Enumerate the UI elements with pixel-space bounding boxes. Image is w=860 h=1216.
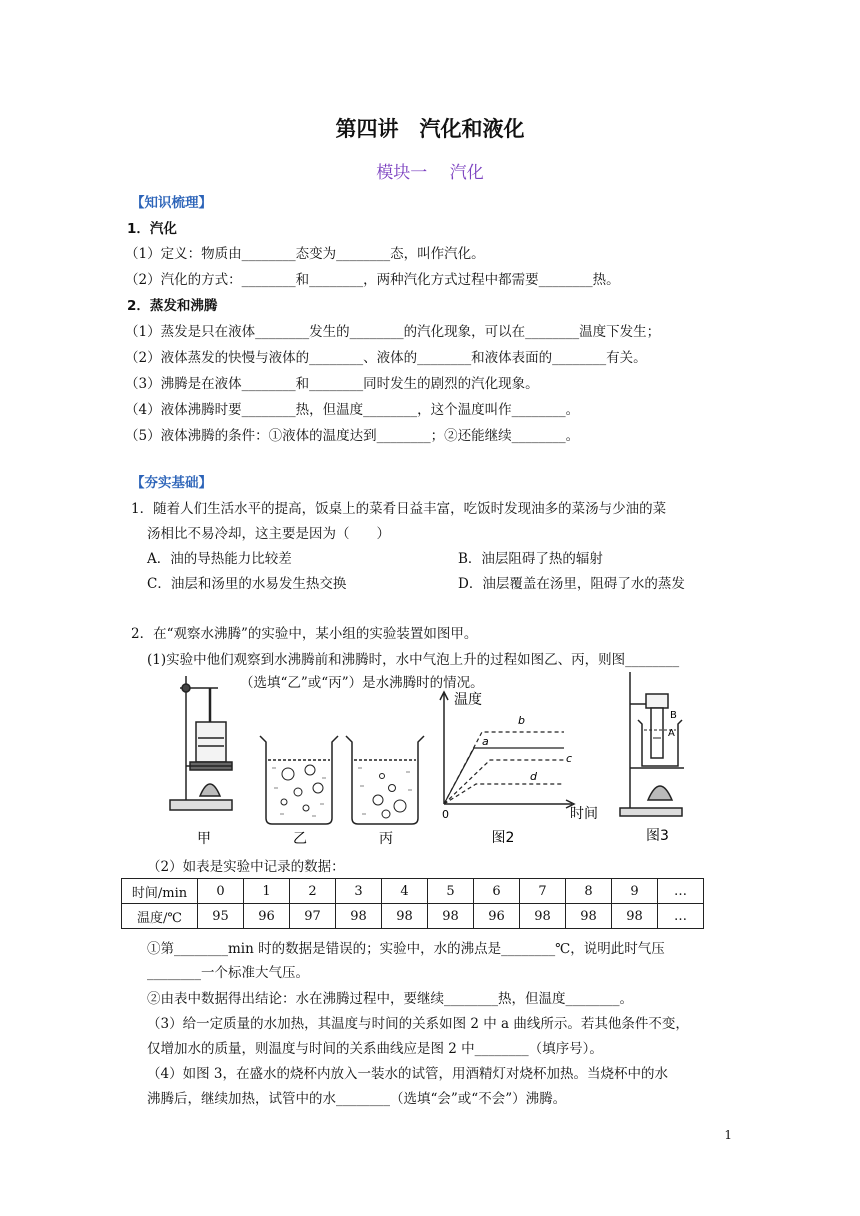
question-2-part-2: （2）如表是实验中记录的数据： <box>147 859 345 875</box>
knowledge-line: （3）沸腾是在液体________和________同时发生的剧烈的汽化现象。 <box>125 376 539 392</box>
label-b-marker: B <box>670 710 677 721</box>
table-cell: 97 <box>290 904 336 929</box>
table-cell: 0 <box>198 879 244 904</box>
question-2-part-1: （选填“乙”或“丙”）是水沸腾时的情况。 <box>240 675 484 691</box>
knowledge-line: （1）定义：物质由________态变为________态，叫作汽化。 <box>125 246 485 262</box>
option-c: C．油层和汤里的水易发生热交换 <box>147 576 347 592</box>
table-cell: 8 <box>566 879 612 904</box>
knowledge-line: （4）液体沸腾时要________热，但温度________，这个温度叫作________。 <box>125 402 580 418</box>
question-2-text: 2．在“观察水沸腾”的实验中，某小组的实验装置如图甲。 <box>131 626 478 642</box>
curve-b <box>444 732 564 804</box>
table-row-header: 时间/min <box>122 879 198 904</box>
table-cell: 6 <box>474 879 520 904</box>
table-cell: 3 <box>336 879 382 904</box>
figure-bing-label: 丙 <box>379 831 393 847</box>
figure-jia-apparatus <box>170 676 232 810</box>
question-1-text: 1．随着人们生活水平的提高，饭桌上的菜肴日益丰富，吃饭时发现油多的菜汤与少油的菜 <box>131 501 667 517</box>
table-row-time <box>122 879 704 904</box>
table-cell: 9 <box>612 879 658 904</box>
question-2-part-4: 沸腾后，继续加热，试管中的水________（选填“会”或“不会”）沸腾。 <box>147 1091 567 1107</box>
label-a-marker: A <box>668 728 675 739</box>
knowledge-line: （1）蒸发是只在液体________发生的________的汽化现象，可以在________温度下发生； <box>125 324 661 340</box>
table-cell: 98 <box>382 904 428 929</box>
option-d: D．油层覆盖在汤里，阻碍了水的蒸发 <box>458 576 685 592</box>
figure-bing-beaker <box>346 736 424 824</box>
section-basics-header: 【夯实基础】 <box>131 475 212 491</box>
curve-c <box>444 760 564 804</box>
table-cell: … <box>658 879 704 904</box>
question-2-part-3: 仅增加水的质量，则温度与时间的关系曲线应是图 2 中________（填序号）。 <box>147 1041 603 1057</box>
figure-3-label: 图3 <box>646 828 669 844</box>
curve-c-label: c <box>566 752 573 765</box>
table-cell: 96 <box>474 904 520 929</box>
table-cell: 4 <box>382 879 428 904</box>
question-2-part-2a: ①第________min 时的数据是错误的；实验中，水的沸点是________℃，说明此时气压 <box>147 941 665 957</box>
knowledge-line: （5）液体沸腾的条件：①液体的温度达到________；②还能继续________。 <box>125 428 580 444</box>
question-2-part-4: （4）如图 3，在盛水的烧杯内放入一装水的试管，用酒精灯对烧杯加热。当烧杯中的水 <box>147 1066 668 1082</box>
figure-2-graph <box>440 692 574 808</box>
table-row-temperature <box>122 904 704 929</box>
page-number: 1 <box>724 1128 732 1142</box>
figure-jia-label: 甲 <box>197 831 211 847</box>
x-axis-label: 时间 <box>570 806 598 822</box>
table-cell: 96 <box>244 904 290 929</box>
question-2-part-2a: ________一个标准大气压。 <box>147 965 309 981</box>
curve-b-label: b <box>518 714 525 727</box>
table-cell: 98 <box>428 904 474 929</box>
figure-2-label: 图2 <box>491 830 515 846</box>
question-2-part-1: (1)实验中他们观察到水沸腾前和沸腾时，水中气泡上升的过程如图乙、丙，则图________ <box>147 652 680 668</box>
curve-d-label: d <box>530 770 537 783</box>
curve-a-label: a <box>482 735 489 748</box>
origin-label: 0 <box>442 808 449 821</box>
table-cell: 98 <box>612 904 658 929</box>
table-row-header: 温度/℃ <box>122 904 198 929</box>
table-cell: 95 <box>198 904 244 929</box>
table-cell: … <box>658 904 704 929</box>
table-cell: 98 <box>566 904 612 929</box>
option-b: B．油层阻碍了热的辐射 <box>458 551 603 567</box>
page-title: 第四讲 汽化和液化 <box>335 117 525 141</box>
figure-yi-label: 乙 <box>293 831 307 847</box>
option-a: A．油的导热能力比较差 <box>147 551 292 567</box>
experiment-figures <box>160 668 750 850</box>
knowledge-line: （2）液体蒸发的快慢与液体的________、液体的________和液体表面的________有关。 <box>125 350 647 366</box>
heading-evaporation-boiling: 2．蒸发和沸腾 <box>127 298 218 314</box>
question-1-text: 汤相比不易冷却，这主要是因为（ ） <box>147 526 390 542</box>
knowledge-line: （2）汽化的方式：________和________，两种汽化方式过程中都需要________热。 <box>125 272 620 288</box>
module-title: 模块一 汽化 <box>376 163 484 183</box>
y-axis-label: 温度 <box>454 692 482 708</box>
question-2-part-3: （3）给一定质量的水加热，其温度与时间的关系如图 2 中 a 曲线所示。若其他条件不变， <box>147 1016 689 1032</box>
figure-yi-beaker <box>260 736 338 824</box>
table-cell: 2 <box>290 879 336 904</box>
heading-vaporization: 1．汽化 <box>127 221 177 237</box>
data-table <box>121 878 704 929</box>
figure-3-apparatus <box>620 672 684 816</box>
table-cell: 98 <box>520 904 566 929</box>
table-cell: 5 <box>428 879 474 904</box>
question-2-part-2b: ②由表中数据得出结论：水在沸腾过程中，要继续________热，但温度________。 <box>147 991 633 1007</box>
table-cell: 7 <box>520 879 566 904</box>
table-cell: 98 <box>336 904 382 929</box>
section-knowledge-header: 【知识梳理】 <box>131 195 212 211</box>
table-cell: 1 <box>244 879 290 904</box>
curve-a <box>444 748 564 804</box>
